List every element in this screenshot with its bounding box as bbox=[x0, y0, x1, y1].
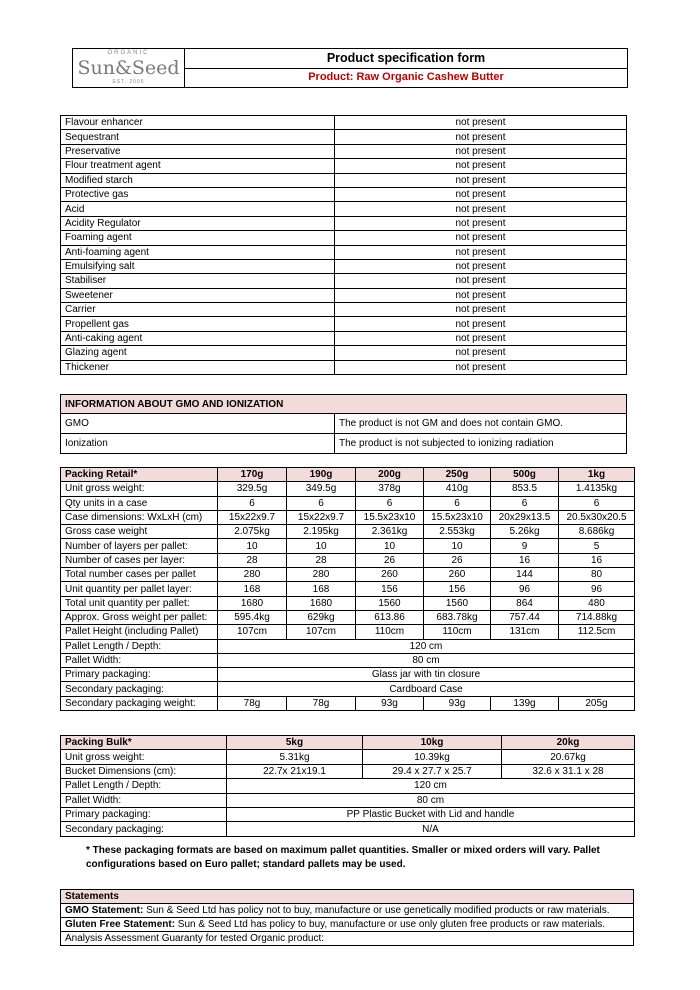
retail-size-header: 500g bbox=[491, 468, 559, 482]
retail-cell: 26 bbox=[356, 553, 424, 567]
additive-row bbox=[61, 202, 627, 216]
bulk-header-row bbox=[61, 736, 635, 750]
retail-row-label: Number of layers per pallet: bbox=[61, 539, 218, 553]
retail-cell: 1.4135kg bbox=[559, 482, 635, 496]
additive-value: not present bbox=[335, 173, 627, 187]
retail-row bbox=[61, 610, 635, 624]
retail-cell: 10 bbox=[356, 539, 424, 553]
retail-cell: 1560 bbox=[424, 596, 491, 610]
company-logo: ORGANIC Sun&Seed EST. 2006 bbox=[77, 50, 180, 85]
retail-cell: 1560 bbox=[356, 596, 424, 610]
retail-cell: 205g bbox=[559, 696, 635, 710]
additive-row bbox=[61, 360, 627, 374]
retail-row-label: Pallet Length / Depth: bbox=[61, 639, 218, 653]
retail-cell: 5 bbox=[559, 539, 635, 553]
retail-cell: 107cm bbox=[287, 625, 356, 639]
retail-cell: 78g bbox=[287, 696, 356, 710]
retail-row bbox=[61, 582, 635, 596]
additive-row bbox=[61, 231, 627, 245]
retail-cell: 80 bbox=[559, 568, 635, 582]
additive-row bbox=[61, 303, 627, 317]
additive-label: Acidity Regulator bbox=[61, 216, 335, 230]
retail-cell: 2.075kg bbox=[218, 525, 287, 539]
retail-row bbox=[61, 510, 635, 524]
ionization-value: The product is not subjected to ionizing radiation bbox=[335, 434, 627, 454]
additive-label: Thickener bbox=[61, 360, 335, 374]
bulk-row-label: Secondary packaging: bbox=[61, 822, 227, 836]
retail-header-row bbox=[61, 468, 635, 482]
product-name: Product: Raw Organic Cashew Butter bbox=[185, 68, 628, 88]
additive-row bbox=[61, 159, 627, 173]
gmo-value: The product is not GM and does not contain GMO. bbox=[335, 414, 627, 434]
bulk-cell: 10.39kg bbox=[363, 750, 502, 764]
bulk-size-header: 5kg bbox=[227, 736, 363, 750]
bulk-row bbox=[61, 750, 635, 764]
packing-retail-table bbox=[60, 467, 635, 711]
retail-cell: 349.5g bbox=[287, 482, 356, 496]
retail-cell: 864 bbox=[491, 596, 559, 610]
retail-cell: 16 bbox=[559, 553, 635, 567]
additive-value: not present bbox=[335, 245, 627, 259]
retail-size-header: 170g bbox=[218, 468, 287, 482]
retail-row-label: Pallet Height (including Pallet) bbox=[61, 625, 218, 639]
additive-label: Propellent gas bbox=[61, 317, 335, 331]
retail-cell: 20x29x13.5 bbox=[491, 510, 559, 524]
bulk-cell: 29.4 x 27.7 x 25.7 bbox=[363, 764, 502, 778]
retail-cell: 757.44 bbox=[491, 610, 559, 624]
additive-label: Stabiliser bbox=[61, 274, 335, 288]
retail-row-label: Secondary packaging weight: bbox=[61, 696, 218, 710]
retail-cell: 853.5 bbox=[491, 482, 559, 496]
retail-span-row bbox=[61, 668, 635, 682]
additive-label: Foaming agent bbox=[61, 231, 335, 245]
retail-span-cell: 80 cm bbox=[218, 653, 635, 667]
retail-cell: 480 bbox=[559, 596, 635, 610]
retail-cell: 20.5x30x20.5 bbox=[559, 510, 635, 524]
retail-span-cell: Glass jar with tin closure bbox=[218, 668, 635, 682]
retail-cell: 156 bbox=[424, 582, 491, 596]
additive-label: Modified starch bbox=[61, 173, 335, 187]
retail-cell: 10 bbox=[218, 539, 287, 553]
gmo-ionization-table bbox=[60, 394, 627, 454]
retail-cell: 110cm bbox=[424, 625, 491, 639]
retail-cell: 131cm bbox=[491, 625, 559, 639]
retail-row bbox=[61, 625, 635, 639]
additive-row bbox=[61, 288, 627, 302]
bulk-span-row bbox=[61, 793, 635, 807]
additive-label: Flavour enhancer bbox=[61, 116, 335, 130]
additive-row bbox=[61, 274, 627, 288]
retail-cell: 6 bbox=[218, 496, 287, 510]
retail-cell: 15x22x9.7 bbox=[287, 510, 356, 524]
retail-cell: 10 bbox=[424, 539, 491, 553]
additive-row bbox=[61, 346, 627, 360]
retail-cell: 168 bbox=[287, 582, 356, 596]
retail-row-label: Total unit quantity per pallet: bbox=[61, 596, 218, 610]
retail-cell: 93g bbox=[356, 696, 424, 710]
bulk-cell: 20.67kg bbox=[502, 750, 635, 764]
bulk-cell: 32.6 x 31.1 x 28 bbox=[502, 764, 635, 778]
retail-row bbox=[61, 596, 635, 610]
additive-row bbox=[61, 187, 627, 201]
retail-row bbox=[61, 482, 635, 496]
additive-label: Glazing agent bbox=[61, 346, 335, 360]
bulk-span-row bbox=[61, 779, 635, 793]
retail-row-label: Unit gross weight: bbox=[61, 482, 218, 496]
bulk-row-label: Pallet Length / Depth: bbox=[61, 779, 227, 793]
additive-value: not present bbox=[335, 187, 627, 201]
statements-table bbox=[60, 889, 634, 946]
retail-cell: 139g bbox=[491, 696, 559, 710]
additive-value: not present bbox=[335, 116, 627, 130]
statements-heading: Statements bbox=[61, 890, 634, 904]
retail-cell: 15x22x9.7 bbox=[218, 510, 287, 524]
additive-row bbox=[61, 116, 627, 130]
retail-cell: 329.5g bbox=[218, 482, 287, 496]
retail-cell: 96 bbox=[559, 582, 635, 596]
retail-span-row bbox=[61, 653, 635, 667]
gluten-statement: Gluten Free Statement: Sun & Seed Ltd has policy to buy, manufacture or use only gluten free products or raw materials. bbox=[61, 918, 634, 932]
additive-row bbox=[61, 245, 627, 259]
additive-label: Protective gas bbox=[61, 187, 335, 201]
retail-cell: 144 bbox=[491, 568, 559, 582]
retail-span-row bbox=[61, 639, 635, 653]
additive-row bbox=[61, 130, 627, 144]
retail-row-label: Primary packaging: bbox=[61, 668, 218, 682]
retail-row-label: Secondary packaging: bbox=[61, 682, 218, 696]
additive-value: not present bbox=[335, 231, 627, 245]
retail-cell: 107cm bbox=[218, 625, 287, 639]
retail-span-cell: 120 cm bbox=[218, 639, 635, 653]
retail-cell: 112.5cm bbox=[559, 625, 635, 639]
retail-row-label: Case dimensions: WxLxH (cm) bbox=[61, 510, 218, 524]
retail-span-cell: Cardboard Case bbox=[218, 682, 635, 696]
additive-row bbox=[61, 173, 627, 187]
retail-cell: 629kg bbox=[287, 610, 356, 624]
additive-label: Acid bbox=[61, 202, 335, 216]
additive-row bbox=[61, 144, 627, 158]
retail-cell: 280 bbox=[287, 568, 356, 582]
additive-value: not present bbox=[335, 360, 627, 374]
bulk-cell: 22.7x 21x19.1 bbox=[227, 764, 363, 778]
retail-cell: 6 bbox=[559, 496, 635, 510]
logo-cell bbox=[73, 49, 185, 88]
retail-row-label: Number of cases per layer: bbox=[61, 553, 218, 567]
additive-row bbox=[61, 331, 627, 345]
retail-cell: 683.78kg bbox=[424, 610, 491, 624]
retail-row-label: Approx. Gross weight per pallet: bbox=[61, 610, 218, 624]
additive-value: not present bbox=[335, 317, 627, 331]
additive-row bbox=[61, 317, 627, 331]
retail-row bbox=[61, 696, 635, 710]
retail-cell: 378g bbox=[356, 482, 424, 496]
retail-cell: 2.361kg bbox=[356, 525, 424, 539]
retail-cell: 9 bbox=[491, 539, 559, 553]
additives-table bbox=[60, 115, 627, 375]
form-title: Product specification form bbox=[185, 49, 628, 69]
retail-row-label: Gross case weight bbox=[61, 525, 218, 539]
retail-cell: 10 bbox=[287, 539, 356, 553]
retail-cell: 5.26kg bbox=[491, 525, 559, 539]
retail-size-header: 1kg bbox=[559, 468, 635, 482]
retail-cell: 260 bbox=[424, 568, 491, 582]
additive-label: Carrier bbox=[61, 303, 335, 317]
bulk-span-row bbox=[61, 822, 635, 836]
bulk-row-label: Unit gross weight: bbox=[61, 750, 227, 764]
additive-value: not present bbox=[335, 274, 627, 288]
retail-heading: Packing Retail* bbox=[61, 468, 218, 482]
bulk-row bbox=[61, 764, 635, 778]
retail-cell: 15.5x23x10 bbox=[356, 510, 424, 524]
retail-cell: 2.553kg bbox=[424, 525, 491, 539]
retail-row-label: Total number cases per pallet bbox=[61, 568, 218, 582]
retail-cell: 6 bbox=[491, 496, 559, 510]
additive-value: not present bbox=[335, 144, 627, 158]
gmo-heading: INFORMATION ABOUT GMO AND IONIZATION bbox=[61, 395, 627, 414]
retail-row-label: Pallet Width: bbox=[61, 653, 218, 667]
retail-cell: 613.86 bbox=[356, 610, 424, 624]
retail-cell: 410g bbox=[424, 482, 491, 496]
bulk-row-label: Bucket Dimensions (cm): bbox=[61, 764, 227, 778]
packing-bulk-table bbox=[60, 735, 635, 837]
retail-row bbox=[61, 553, 635, 567]
additive-value: not present bbox=[335, 259, 627, 273]
additive-value: not present bbox=[335, 159, 627, 173]
analysis-statement: Analysis Assessment Guaranty for tested Organic product: bbox=[61, 932, 634, 946]
additive-value: not present bbox=[335, 130, 627, 144]
additive-value: not present bbox=[335, 202, 627, 216]
retail-cell: 6 bbox=[287, 496, 356, 510]
gmo-statement: GMO Statement: Sun & Seed Ltd has policy not to buy, manufacture or use genetically modified products or raw materials. bbox=[61, 904, 634, 918]
additive-row bbox=[61, 259, 627, 273]
retail-cell: 260 bbox=[356, 568, 424, 582]
retail-cell: 1680 bbox=[218, 596, 287, 610]
bulk-span-cell: 120 cm bbox=[227, 779, 635, 793]
bulk-row-label: Primary packaging: bbox=[61, 807, 227, 821]
additive-label: Sequestrant bbox=[61, 130, 335, 144]
packaging-note: * These packaging formats are based on maximum pallet quantities. Smaller or mixed orders will vary. Pallet configurations based on Euro pallet; standard pallets may be used. bbox=[86, 845, 600, 870]
bulk-row-label: Pallet Width: bbox=[61, 793, 227, 807]
additive-value: not present bbox=[335, 303, 627, 317]
bulk-cell: 5.31kg bbox=[227, 750, 363, 764]
additive-value: not present bbox=[335, 331, 627, 345]
retail-cell: 595.4kg bbox=[218, 610, 287, 624]
form-header bbox=[72, 48, 628, 88]
additive-value: not present bbox=[335, 288, 627, 302]
additive-label: Anti-foaming agent bbox=[61, 245, 335, 259]
bulk-span-row bbox=[61, 807, 635, 821]
retail-cell: 93g bbox=[424, 696, 491, 710]
bulk-span-cell: N/A bbox=[227, 822, 635, 836]
retail-cell: 714.88kg bbox=[559, 610, 635, 624]
retail-span-row bbox=[61, 682, 635, 696]
retail-cell: 110cm bbox=[356, 625, 424, 639]
retail-cell: 96 bbox=[491, 582, 559, 596]
retail-row-label: Unit quantity per pallet layer: bbox=[61, 582, 218, 596]
additive-label: Emulsifying salt bbox=[61, 259, 335, 273]
retail-cell: 280 bbox=[218, 568, 287, 582]
ionization-label: Ionization bbox=[61, 434, 335, 454]
bulk-span-cell: 80 cm bbox=[227, 793, 635, 807]
additive-label: Preservative bbox=[61, 144, 335, 158]
retail-cell: 2.195kg bbox=[287, 525, 356, 539]
additive-label: Sweetener bbox=[61, 288, 335, 302]
bulk-size-header: 10kg bbox=[363, 736, 502, 750]
retail-cell: 15.5x23x10 bbox=[424, 510, 491, 524]
retail-cell: 168 bbox=[218, 582, 287, 596]
bulk-span-cell: PP Plastic Bucket with Lid and handle bbox=[227, 807, 635, 821]
retail-cell: 6 bbox=[356, 496, 424, 510]
bulk-size-header: 20kg bbox=[502, 736, 635, 750]
retail-row bbox=[61, 525, 635, 539]
retail-row-label: Qty units in a case bbox=[61, 496, 218, 510]
retail-cell: 26 bbox=[424, 553, 491, 567]
retail-row bbox=[61, 496, 635, 510]
additive-row bbox=[61, 216, 627, 230]
retail-cell: 28 bbox=[287, 553, 356, 567]
additive-label: Flour treatment agent bbox=[61, 159, 335, 173]
additive-label: Anti-caking agent bbox=[61, 331, 335, 345]
additive-value: not present bbox=[335, 346, 627, 360]
bulk-heading: Packing Bulk* bbox=[61, 736, 227, 750]
retail-size-header: 250g bbox=[424, 468, 491, 482]
additive-value: not present bbox=[335, 216, 627, 230]
retail-cell: 16 bbox=[491, 553, 559, 567]
retail-row bbox=[61, 568, 635, 582]
retail-cell: 8.686kg bbox=[559, 525, 635, 539]
retail-cell: 1680 bbox=[287, 596, 356, 610]
retail-row bbox=[61, 539, 635, 553]
retail-cell: 6 bbox=[424, 496, 491, 510]
retail-size-header: 200g bbox=[356, 468, 424, 482]
retail-size-header: 190g bbox=[287, 468, 356, 482]
retail-cell: 156 bbox=[356, 582, 424, 596]
retail-cell: 78g bbox=[218, 696, 287, 710]
retail-cell: 28 bbox=[218, 553, 287, 567]
gmo-label: GMO bbox=[61, 414, 335, 434]
